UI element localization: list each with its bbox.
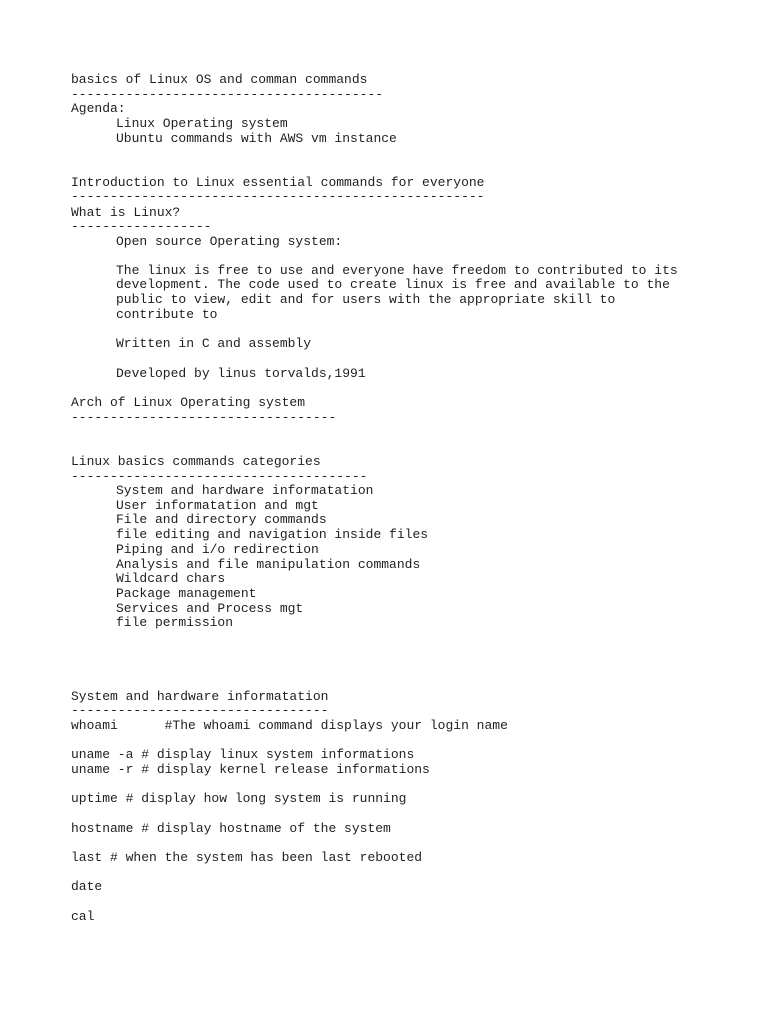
agenda-item: Linux Operating system	[116, 116, 288, 131]
command-line: uname -r # display kernel release informations	[71, 762, 430, 777]
subsection-heading-what-is-linux: What is Linux?	[71, 205, 181, 220]
command-line: hostname # display hostname of the system	[71, 821, 391, 836]
command-line: uname -a # display linux system informations	[71, 747, 415, 762]
section-underline: ---------------------------------	[71, 703, 329, 718]
document-title: basics of Linux OS and comman commands	[71, 72, 368, 87]
section-heading-arch: Arch of Linux Operating system	[71, 395, 306, 410]
body-text-line: Developed by linus torvalds,1991	[116, 366, 366, 381]
section-heading-system-hardware: System and hardware informatation	[71, 689, 329, 704]
category-item: User informatation and mgt	[116, 498, 319, 513]
section-underline: ----------------------------------	[71, 410, 337, 425]
section-underline: -----------------------------------------------------	[71, 189, 485, 204]
subsection-underline: ------------------	[71, 219, 212, 234]
section-underline: --------------------------------------	[71, 469, 368, 484]
body-text-line: Written in C and assembly	[116, 336, 312, 351]
category-item: Package management	[116, 586, 257, 601]
category-item: System and hardware informatation	[116, 483, 374, 498]
category-item: Piping and i/o redirection	[116, 542, 319, 557]
title-underline: ----------------------------------------	[71, 87, 384, 102]
body-text-line: contribute to	[116, 307, 218, 322]
command-line: last # when the system has been last rebooted	[71, 850, 423, 865]
category-item: Services and Process mgt	[116, 601, 304, 616]
agenda-item: Ubuntu commands with AWS vm instance	[116, 131, 397, 146]
category-item: Wildcard chars	[116, 571, 226, 586]
body-text-line: development. The code used to create linux is free and available to the	[116, 277, 670, 292]
section-heading-intro: Introduction to Linux essential commands for everyone	[71, 175, 485, 190]
command-line: uptime # display how long system is running	[71, 791, 407, 806]
category-item: Analysis and file manipulation commands	[116, 557, 421, 572]
command-line: cal	[71, 909, 95, 924]
body-text-line: Open source Operating system:	[116, 234, 343, 249]
category-item: file editing and navigation inside files	[116, 527, 429, 542]
category-item: file permission	[116, 615, 234, 630]
section-heading-categories: Linux basics commands categories	[71, 454, 321, 469]
body-text-line: The linux is free to use and everyone have freedom to contributed to its	[116, 263, 678, 278]
command-line: date	[71, 879, 103, 894]
command-line: whoami #The whoami command displays your login name	[71, 718, 508, 733]
body-text-line: public to view, edit and for users with the appropriate skill to	[116, 292, 616, 307]
category-item: File and directory commands	[116, 512, 327, 527]
agenda-heading: Agenda:	[71, 101, 126, 116]
